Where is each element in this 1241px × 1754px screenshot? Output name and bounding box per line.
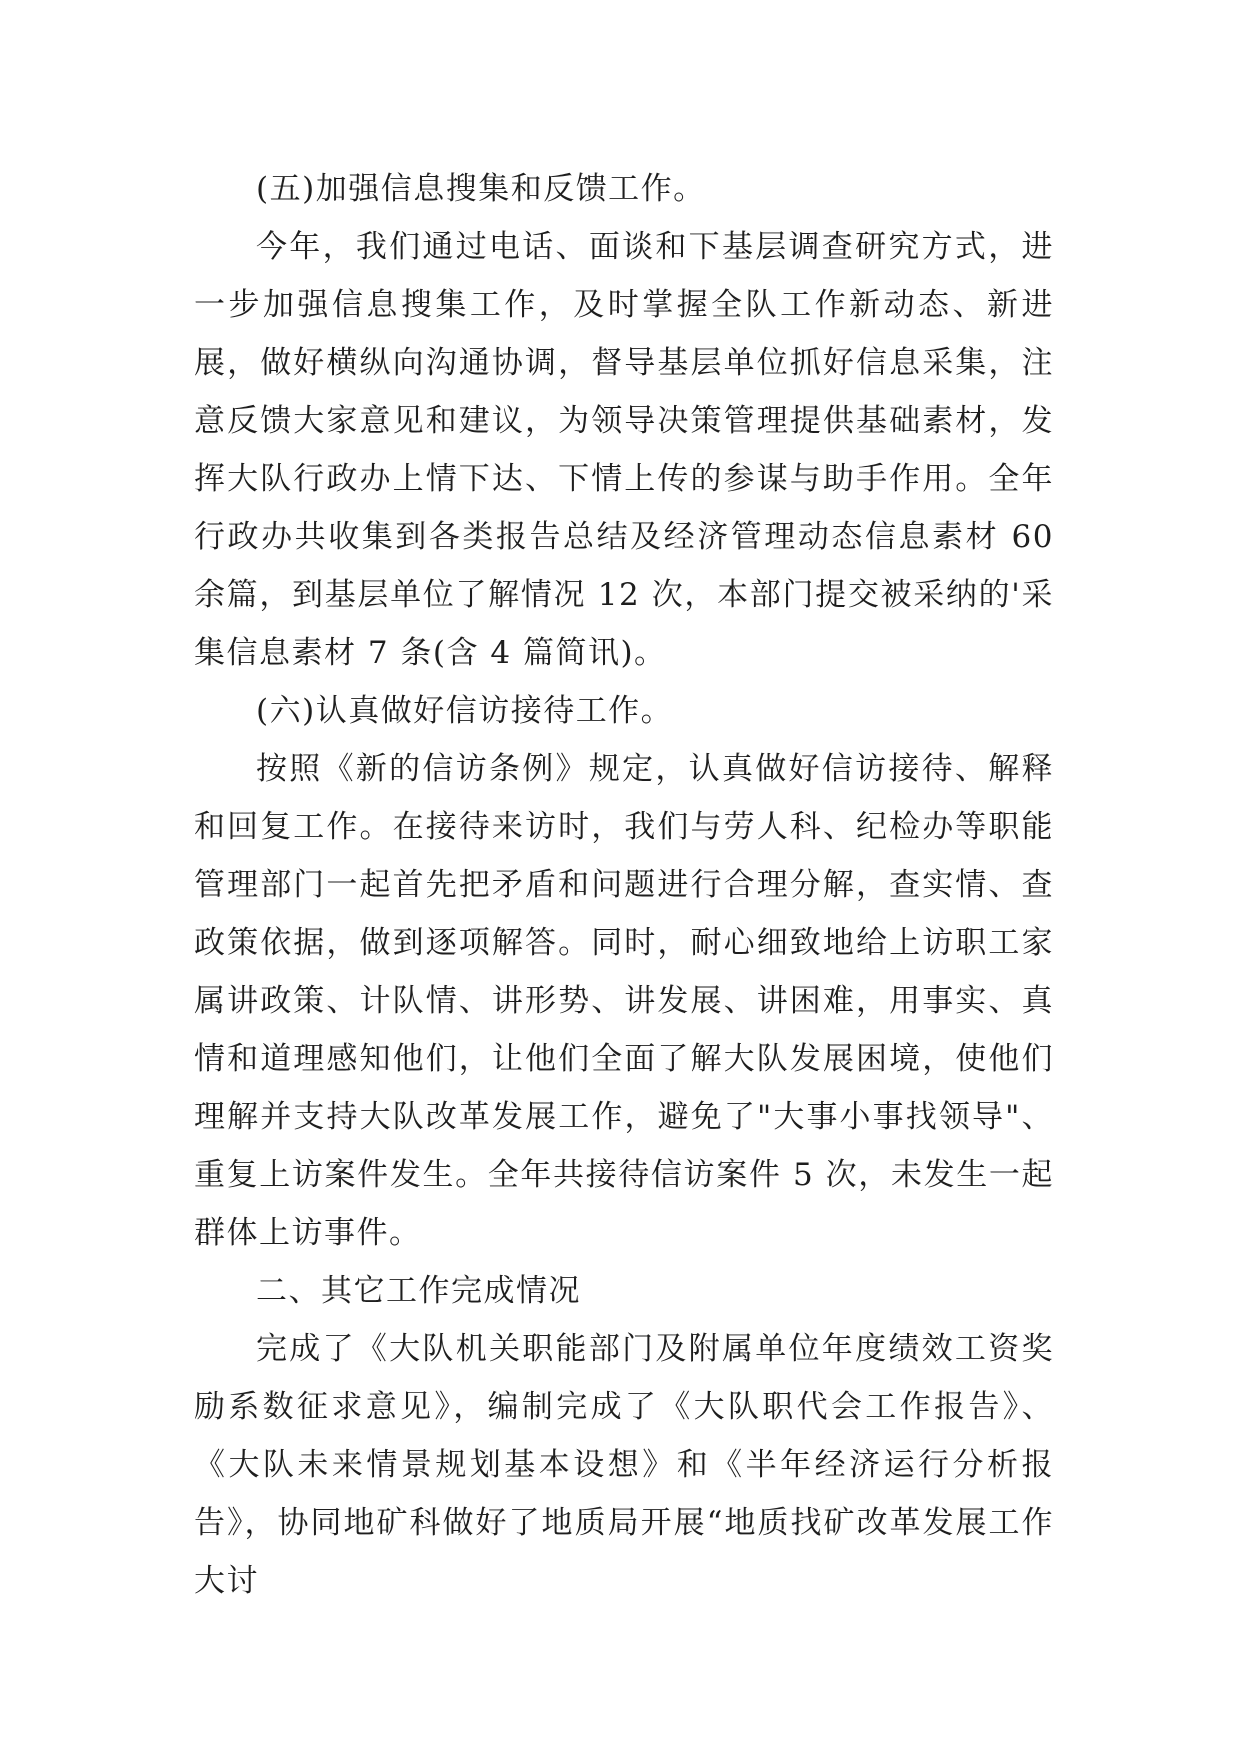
section-heading-five: (五)加强信息搜集和反馈工作。 (256, 171, 706, 207)
section-heading-other-work: 二、其它工作完成情况 (256, 1273, 581, 1309)
paragraph-info-collection: 今年，我们通过电话、面谈和下基层调查研究方式，进一步加强信息搜集工作，及时掌握全队工作新动态、新进展，做好横纵向沟通协调，督导基层单位抓好信息采集，注意反馈大家意见和建议，为领导决策管理提供基础素材，发挥大队行政办上情下达、下情上传的参谋与助手作用。全年行政办共收集到各类报告总结及经济管理动态信息素材 60 余篇，到基层单位了解情况 12 次，本部门提交被采纳的'采集信息素材 7 条(含 4 篇简讯)。 (194, 229, 1054, 671)
section-heading-six: (六)认真做好信访接待工作。 (256, 693, 674, 729)
document-body (194, 160, 1054, 1610)
paragraph-petition-reception: 按照《新的信访条例》规定，认真做好信访接待、解释和回复工作。在接待来访时，我们与劳人科、纪检办等职能管理部门一起首先把矛盾和问题进行合理分解，查实情、查政策依据，做到逐项解答。同时，耐心细致地给上访职工家属讲政策、计队情、讲形势、讲发展、讲困难，用事实、真情和道理感知他们，让他们全面了解大队发展困境，使他们理解并支持大队改革发展工作，避免了"大事小事找领导"、重复上访案件发生。全年共接待信访案件 5 次，未发生一起群体上访事件。 (194, 751, 1054, 1251)
paragraph-other-work: 完成了《大队机关职能部门及附属单位年度绩效工资奖励系数征求意见》，编制完成了《大队职代会工作报告》、《大队未来情景规划基本设想》和《半年经济运行分析报告》，协同地矿科做好了地质局开展“地质找矿改革发展工作大讨 (194, 1331, 1054, 1599)
